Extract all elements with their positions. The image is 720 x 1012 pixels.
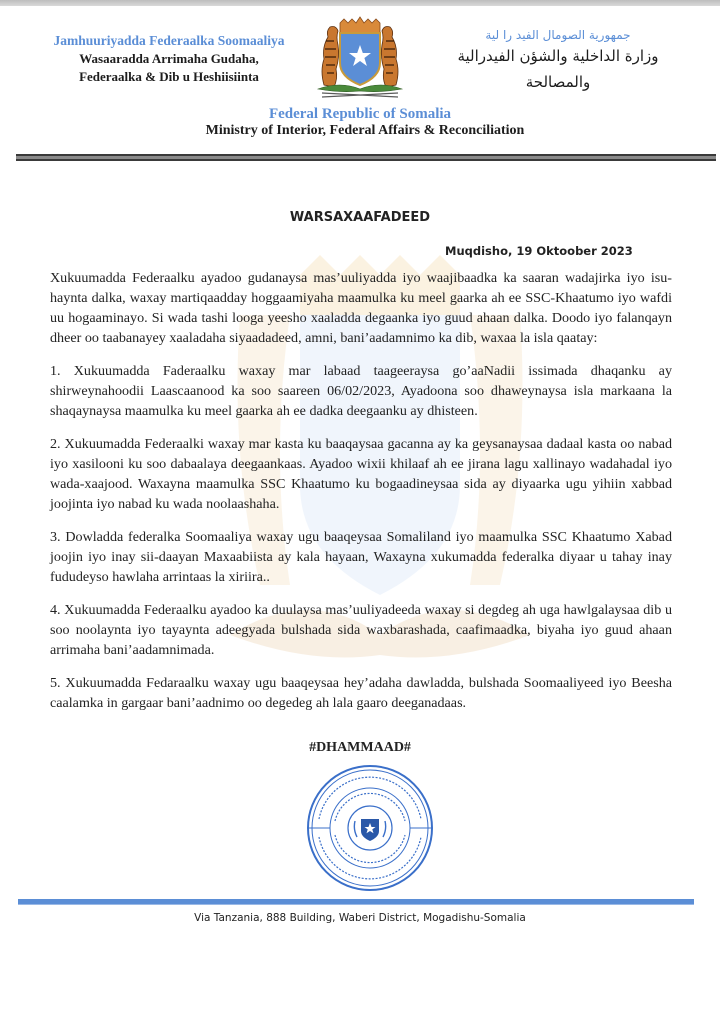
letterhead-arabic	[438, 28, 678, 94]
crown-icon	[340, 17, 380, 33]
header-divider	[16, 154, 716, 161]
ministry-name-arabic-line2: والمصالحة	[525, 73, 591, 91]
footer-address: Via Tanzania, 888 Building, Waberi District, Mogadishu-Somalia	[194, 912, 526, 924]
top-edge-bar	[0, 0, 720, 6]
closing-mark: #DHAMMAAD#	[309, 740, 411, 755]
ministry-name-somali-line2: Federaalka & Dib u Heshiisiinta	[79, 69, 259, 84]
document-title: WARSAXAAFADEED	[289, 210, 431, 225]
document-body	[50, 268, 672, 726]
resolution-point-3: 3. Dowladda federalka Soomaaliya waxay ugu baaqeysaa Somaliland iyo maamulka SSC Khaatumo Xabad joojin iyo inay sii-daayan Maxaabiista ay kala hayaan, Waxayna xukumadda federalka diyaar u tahay inay fududeyso hawlaha arrintaas la xiriira..	[50, 529, 672, 585]
letterhead-english	[0, 106, 720, 139]
letterhead-somali	[40, 33, 298, 85]
leopard-left-icon	[322, 27, 339, 88]
republic-name-english: Federal Republic of Somalia	[268, 106, 452, 122]
leaves-icon	[318, 85, 402, 97]
intro-paragraph: Xukuumadda Federaalku ayadoo gudanaysa mas’uuliyadda iyo waajibaadka ka saaran wadajirka iyo isu-haynta dalka, waxay martiqaadday hoggaamiyaha maamulka ku meel gaarka ah ee SSC-Khaatumo iyo wafdi uu hogaaminayo. Si wada tashi looga yeesho xaaladda degaanka iyo guud ahaan dalka. Doodo iyo falanqayn dheer oo taabanayey xaaladaha siyaadadeed, amni, bani’aadamnimo ka dib, waxaa la isla qaatay:	[50, 270, 672, 346]
resolution-point-2: 2. Xukuumadda Federaalki waxay mar kasta ku baaqaysaa gacanna ay ka geysanaysaa dadaal kasta oo nabad iyo xasilooni ku soo dabaalaya deegaankaas. Ayadoo wixii khilaaf ah ee jirana lagu xallinayo wadahadal iyo wada-xaajood. Waxayna maamulka SSC Khaatumo ku bogaadineysaa sida ay diyaarka ugu yihiin xabbad joojinta iyo nabad ku wada noolaashaha.	[50, 436, 672, 512]
republic-name-arabic: جمهورية الصومال الفيد را لية	[485, 28, 631, 42]
official-seal-icon	[305, 763, 435, 893]
leopard-right-icon	[381, 27, 398, 88]
resolution-point-4: 4. Xukuumadda Federaalku ayadoo ka duulaysa mas’uuliyadeeda waxay si degdeg ah uga hawlgalaysaa dib u soo noolaynta iyo tayaynta adeegyada bulshada sida waxbarashada, caafimaadka, biyaha iyo guud ahaan arrimaha bani’aadamnimada.	[50, 602, 672, 658]
republic-name-somali: Jamhuuriyadda Federaalka Soomaaliya	[53, 33, 285, 48]
somalia-coat-of-arms-icon	[296, 11, 424, 103]
resolution-point-1: 1. Xukuumadda Faderaalku waxay mar labaad taageeraysa go’aaNadii issimada dhaqanku ay shirweynahoodii Laascaanood ka soo saareen 06/02/2023, Ayadoona soo dhaweynaysa isla markaana la shaqaynaysa maamulka ku meel gaarka ah ee dadka deegaanku ay dhisteen.	[50, 363, 672, 419]
ministry-name-somali-line1: Wasaaradda Arrimaha Gudaha,	[79, 51, 259, 66]
footer-divider	[18, 899, 694, 905]
document-date: Muqdisho, 19 Oktoober 2023	[445, 244, 633, 258]
ministry-name-english: Ministry of Interior, Federal Affairs & Reconciliation	[205, 123, 525, 138]
resolution-point-5: 5. Xukuumadda Fedaraalku waxay ugu baaqeysaa hey’adaha dawladda, bulshada Soomaaliyeed iyo Beesha caalamka in gargaar bani’aadnimo oo degedeg ah lala gaaro deeganadaas.	[50, 675, 672, 711]
ministry-name-arabic-line1: وزارة الداخلية والشؤن الفيدرالية	[457, 47, 659, 65]
